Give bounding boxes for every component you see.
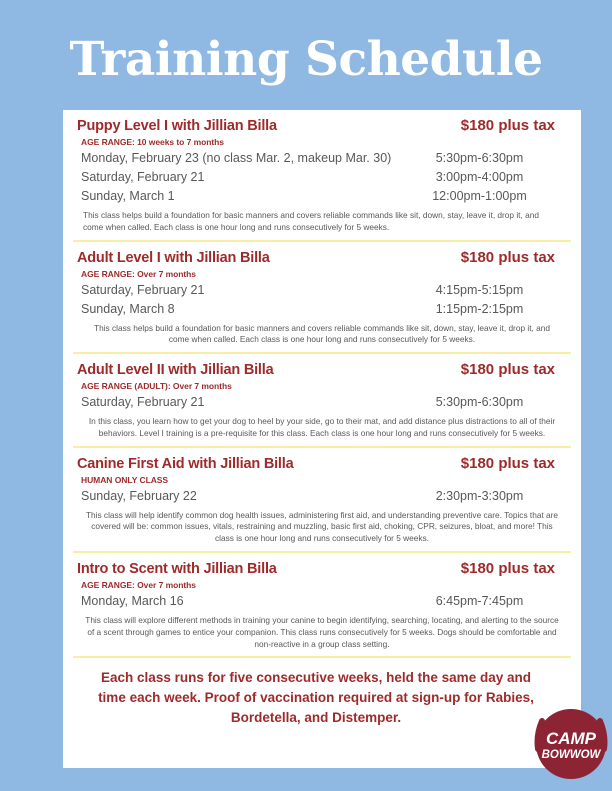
session-time: 3:00pm-4:00pm [435,170,524,184]
session-list [77,393,567,412]
class-price: $180 plus tax [460,560,555,578]
session-time: 4:15pm-5:15pm [435,282,524,297]
session-day: Saturday, February 21 [81,395,205,410]
footer-note: Each class runs for five consecutive weeks, held the same day and time each week. Proof of vaccination required at sign-up for Rabies, Bordetella, and Distemper. [98,670,534,726]
session-row [77,187,567,206]
class-title: Canine First Aid with Jillian Billa [77,455,294,472]
session-time: 5:30pm-6:30pm [435,151,524,165]
session-list [77,149,567,206]
session-list [77,592,567,611]
session-time: 2:30pm-3:30pm [435,488,524,503]
session-time: 6:45pm-7:45pm [435,594,524,609]
class-header [77,560,567,577]
logo-line-2: BOWWOW [541,749,601,761]
class-price: $180 plus tax [460,454,555,472]
class-header [77,249,567,266]
class-title: Puppy Level I with Jillian Billa [77,118,277,134]
class-header [77,117,567,134]
page-title: Training Schedule [69,32,543,87]
class-list [63,110,581,658]
class-age-range: AGE RANGE: Over 7 months [81,268,196,279]
session-list [77,487,567,506]
session-day: Sunday, March 8 [81,301,175,316]
class-block [63,354,581,446]
session-day: Monday, February 23 (no class Mar. 2, makeup Mar. 30) [81,151,392,165]
session-day: Sunday, February 22 [81,488,197,503]
session-time: 12:00pm-1:00pm [432,189,527,203]
class-title: Intro to Scent with Jillian Billa [77,561,277,578]
class-block [63,110,581,240]
session-row [77,168,567,187]
session-row [77,281,567,300]
session-time: 5:30pm-6:30pm [435,395,524,410]
class-age-range: AGE RANGE (ADULT): Over 7 months [81,381,232,392]
session-list [77,281,567,319]
class-price: $180 plus tax [460,361,555,379]
class-age-range: AGE RANGE: Over 7 months [81,580,196,591]
session-day: Monday, March 16 [81,594,184,609]
class-block [63,448,581,551]
class-title: Adult Level II with Jillian Billa [77,362,274,379]
class-description: This class will help identify common dog health issues, administering first aid, and understanding preventive care. Topics that are covered will be: common issues, vitals, restraining and muzzling, basic first aid, choking, CPR, seizures, bloat, and more! This class is one hour long and runs consecutively for 5 weeks. [85,509,559,544]
session-row [77,393,567,412]
session-day: Sunday, March 1 [81,189,175,203]
class-age-range: HUMAN ONLY CLASS [81,474,169,485]
session-row [77,487,567,506]
class-age-range: AGE RANGE: 10 weeks to 7 months [81,137,224,147]
class-title: Adult Level I with Jillian Billa [77,249,270,266]
class-description: In this class, you learn how to get your dog to heel by your side, go to their mat, and add distance plus distractions to all of their behaviors. Level I training is a pre-requisite for this class. Each class is one hour long and runs consecutively for 5 weeks. [88,416,556,438]
session-day: Saturday, February 21 [81,282,205,297]
camp-bow-wow-logo [534,707,608,781]
session-row [77,592,567,611]
session-row [77,149,567,168]
class-description: This class helps build a foundation for basic manners and covers reliable commands like sit, down, stay, leave it, drop it, and come when called. Each class is one hour long and runs consecutively for 5 weeks. [94,322,550,345]
class-price: $180 plus tax [460,117,555,134]
class-header [77,361,567,378]
session-day: Saturday, February 21 [81,170,205,184]
session-time: 1:15pm-2:15pm [435,301,524,316]
logo-line-1: CAMP [545,729,597,748]
class-block [63,553,581,656]
class-price: $180 plus tax [460,248,555,266]
class-description: This class helps build a foundation for basic manners and covers reliable commands like sit, down, stay, leave it, drop it, and come when called. Each class is one hour long and runs consecutively for 5 weeks. [83,210,539,232]
class-block [63,242,581,353]
class-description: This class will explore different methods in training your canine to begin identifying, searching, locating, and alerting to the source of a scent through games to entice your companion. This class runs consecutively for 5 weeks. Dogs should be comfortable and non-reactive in a group class setting. [85,615,559,649]
class-header [77,455,567,472]
session-row [77,300,567,319]
schedule-card [63,110,581,768]
